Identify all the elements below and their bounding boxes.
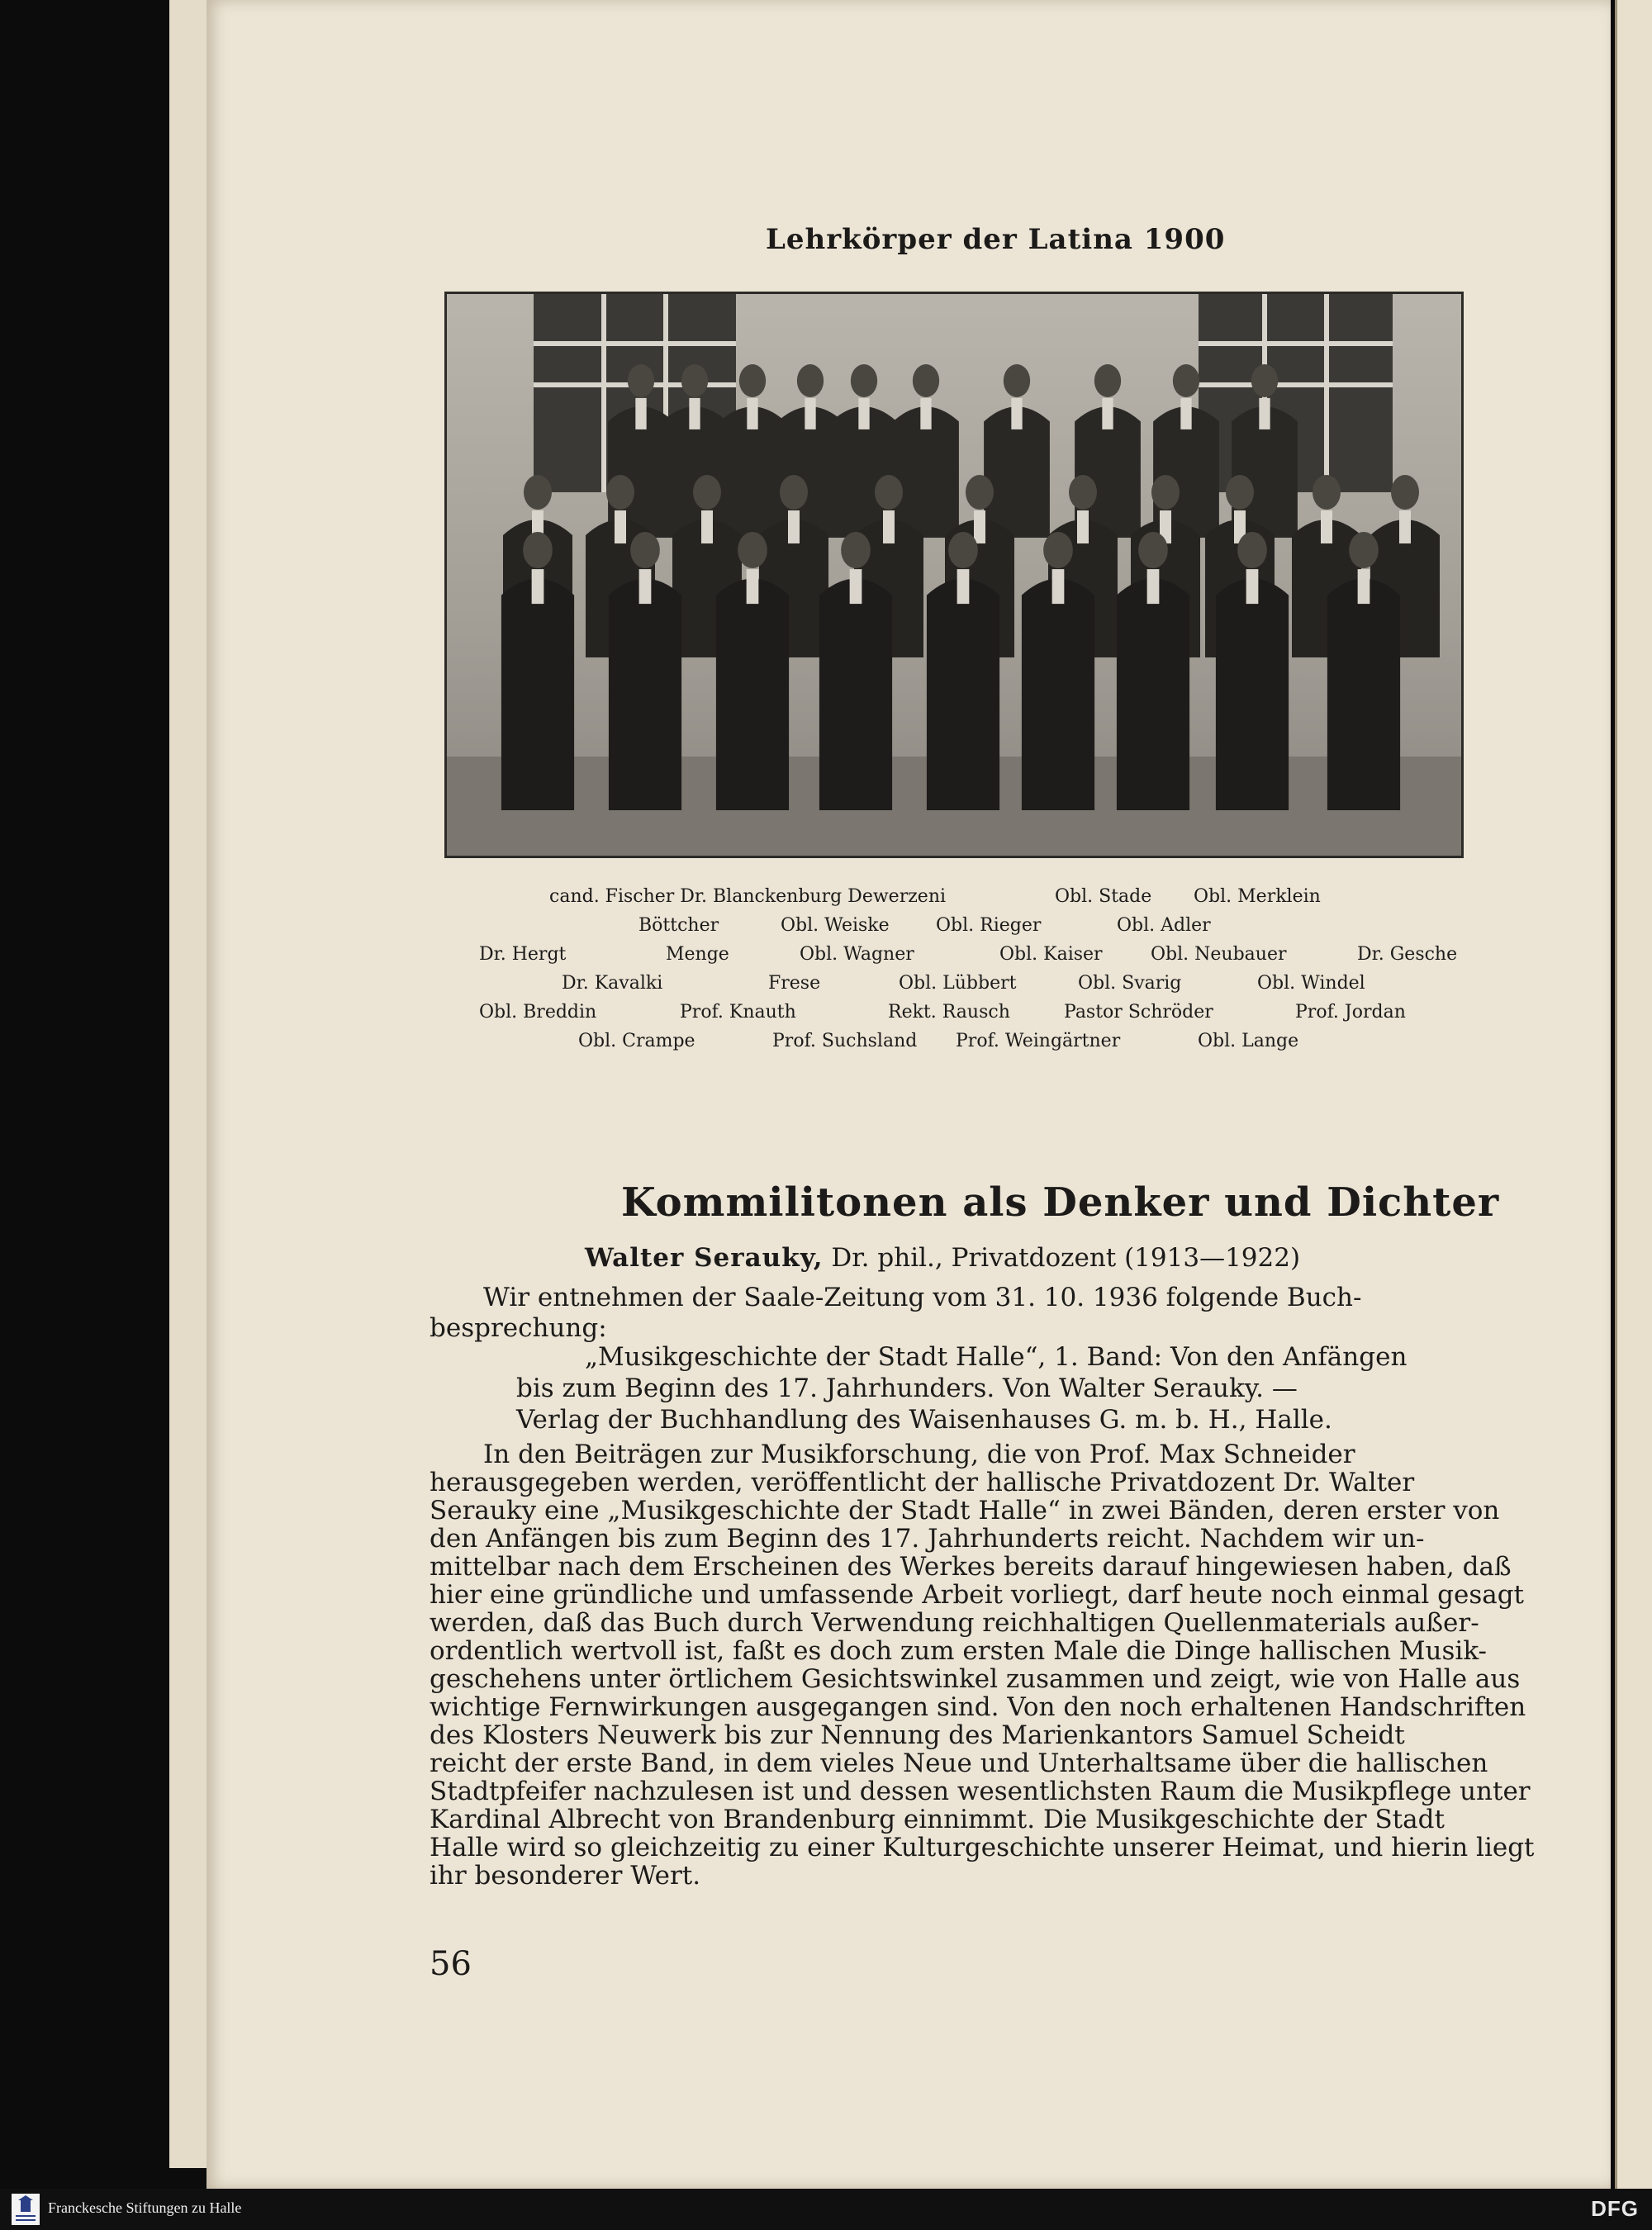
person-shirt [858,398,869,429]
photo-name: Obl. Rieger [936,915,1042,936]
person-shirt [639,569,652,604]
person-body [716,579,789,810]
person-shirt [1321,510,1332,543]
review-line: reicht der erste Band, in dem vieles Neue und Unterhaltsame über die hallischen [430,1748,1488,1778]
photo-name: Prof. Jordan [1295,1002,1406,1022]
person-shirt [635,398,646,429]
review-line: Serauky eine „Musikgeschichte der Stadt Halle“ in zwei Bänden, deren erster von [430,1496,1500,1525]
photo-name: Dr. Gesche [1357,944,1458,965]
person-head [1151,475,1180,510]
photo-name: Obl. Kaiser [999,944,1103,965]
person-shirt [1147,569,1160,604]
photo-name: Prof. Knauth [680,1002,796,1022]
group-photograph [444,292,1464,858]
person-body [1117,579,1189,810]
review-line: hier eine gründliche und umfassende Arbeit vorliegt, darf heute noch einmal gesagt [430,1580,1525,1610]
photo-name: Obl. Wagner [800,944,914,965]
person-shirt [850,569,862,604]
photo-name: Prof. Weingärtner [956,1031,1121,1051]
person-shirt [805,398,815,429]
person-head [851,364,877,397]
facing-page-edge [1615,0,1652,2189]
photo-name: Obl. Windel [1257,973,1365,994]
person-head [628,364,654,397]
viewer-footer [0,2189,1652,2230]
photo-name: Dr. Kavalki [562,973,663,994]
dfg-logo: DFG [1591,2196,1639,2221]
photo-name: Obl. Breddin [479,1002,597,1022]
person-shirt [883,510,895,543]
person-body [1022,579,1094,810]
person-head [1237,532,1267,568]
person-body [819,579,892,810]
person-head [1004,364,1030,397]
person-shirt [747,569,759,604]
review-line: geschehens unter örtlichem Gesichtswinkel zusammen und zeigt, wie von Halle aus [430,1664,1521,1694]
person-shirt [974,510,985,543]
author-line [585,1243,1300,1273]
photo-name: Obl. Stade [1055,886,1152,907]
photo-name: Obl. Lange [1198,1031,1299,1051]
person-head [875,475,903,510]
person-shirt [1102,398,1113,429]
person-head [1069,475,1097,510]
person-shirt [1259,398,1270,429]
photo-name: Obl. Weiske [781,915,890,936]
person-shirt [1180,398,1191,429]
person-head [841,532,871,568]
person-head [1313,475,1341,510]
person-shirt [1399,510,1411,543]
person-head [780,475,808,510]
review-line: des Klosters Neuwerk bis zur Nennung des Marienkantors Samuel Scheidt [430,1720,1405,1750]
person-shirt [532,569,544,604]
photo-name: Menge [666,944,729,965]
person-shirt [689,398,700,429]
review-line: herausgegeben werden, veröffentlicht der hallische Privatdozent Dr. Walter [430,1468,1415,1497]
person-head [681,364,708,397]
photo-name: Rekt. Rausch [888,1002,1010,1022]
photo-name: Prof. Suchsland [772,1031,918,1051]
person-head [738,532,767,568]
citation-line: bis zum Beginn des 17. Jahrhunders. Von Walter Serauky. — [516,1374,1298,1403]
page-number: 56 [430,1945,472,1983]
review-line: ihr besonderer Wert. [430,1861,701,1891]
person-head [1349,532,1379,568]
person-shirt [1246,569,1259,604]
person-body [1327,579,1400,810]
photo-name: Obl. Crampe [578,1031,695,1051]
person-head [966,475,994,510]
franckesche-stiftungen-logo-icon [12,2194,40,2225]
review-line: In den Beiträgen zur Musikforschung, die von Prof. Max Schneider [483,1440,1355,1469]
photo-name: Frese [768,973,821,994]
intro-line: Wir entnehmen der Saale-Zeitung vom 31. 10. 1936 folgende Buch- [483,1283,1362,1312]
photo-name: Obl. Neubauer [1151,944,1287,965]
review-line: mittelbar nach dem Erscheinen des Werkes bereits darauf hingewiesen haben, daß [430,1552,1512,1582]
person-head [1251,364,1278,397]
photo-name: Obl. Svarig [1078,973,1182,994]
person-shirt [1011,398,1022,429]
person-shirt [1358,569,1370,604]
person-head [1094,364,1121,397]
review-line: werden, daß das Buch durch Verwendung reichhaltigen Quellenmaterials außer- [430,1608,1479,1638]
review-line: den Anfängen bis zum Beginn des 17. Jahrhunderts reicht. Nachdem wir un- [430,1524,1425,1554]
photo-name: Pastor Schröder [1064,1002,1213,1022]
footer-institution-label: Franckesche Stiftungen zu Halle [48,2199,242,2216]
person-head [948,532,978,568]
person-head [1226,475,1254,510]
person-head [630,532,660,568]
person-shirt [615,510,626,543]
review-line: Halle wird so gleichzeitig zu einer Kulturgeschichte unserer Heimat, und hierin liegt [430,1833,1535,1862]
person-head [693,475,721,510]
person-head [1173,364,1199,397]
person-shirt [1077,510,1089,543]
review-line: wichtige Fernwirkungen ausgegangen sind. Von den noch erhaltenen Handschriften [430,1692,1526,1722]
photo-name: Obl. Merklein [1194,886,1321,907]
citation-line: Verlag der Buchhandlung des Waisenhauses G. m. b. H., Halle. [516,1405,1332,1435]
photo-name: cand. Fischer Dr. Blanckenburg Dewerzeni [549,886,947,907]
review-line: Kardinal Albrecht von Brandenburg einnimmt. Die Musikgeschichte der Stadt [430,1805,1445,1834]
person-shirt [1052,569,1065,604]
review-line: Stadtpfeifer nachzulesen ist und dessen wesentlichsten Raum die Musikpflege unter [430,1777,1531,1806]
person-shirt [957,569,970,604]
person-body [1216,579,1289,810]
author-name: Walter Serauky, [585,1243,824,1273]
person-body [927,579,999,810]
person-shirt [701,510,713,543]
intro-line: besprechung: [430,1313,607,1343]
person-head [1043,532,1073,568]
section-title: Kommilitonen als Denker und Dichter [621,1179,1500,1226]
person-head [797,364,824,397]
photo-name: Dr. Hergt [479,944,567,965]
person-shirt [747,398,757,429]
photo-name: Böttcher [638,915,719,936]
author-details: Dr. phil., Privatdozent (1913—1922) [831,1243,1301,1273]
review-line: ordentlich wertvoll ist, faßt es doch zum ersten Male die Dinge hallischen Musik- [430,1636,1488,1666]
person-head [739,364,766,397]
photo-name: Obl. Adler [1117,915,1211,936]
person-head [1391,475,1419,510]
person-head [913,364,939,397]
person-head [524,475,552,510]
photo-caption-heading: Lehrkörper der Latina 1900 [766,223,1226,256]
person-head [1138,532,1168,568]
person-head [606,475,634,510]
person-body [609,579,681,810]
citation-line: „Musikgeschichte der Stadt Halle“, 1. Band: Von den Anfängen [585,1342,1408,1372]
photo-name: Obl. Lübbert [899,973,1017,994]
person-body [501,579,574,810]
person-shirt [788,510,800,543]
person-shirt [920,398,931,429]
person-head [523,532,553,568]
